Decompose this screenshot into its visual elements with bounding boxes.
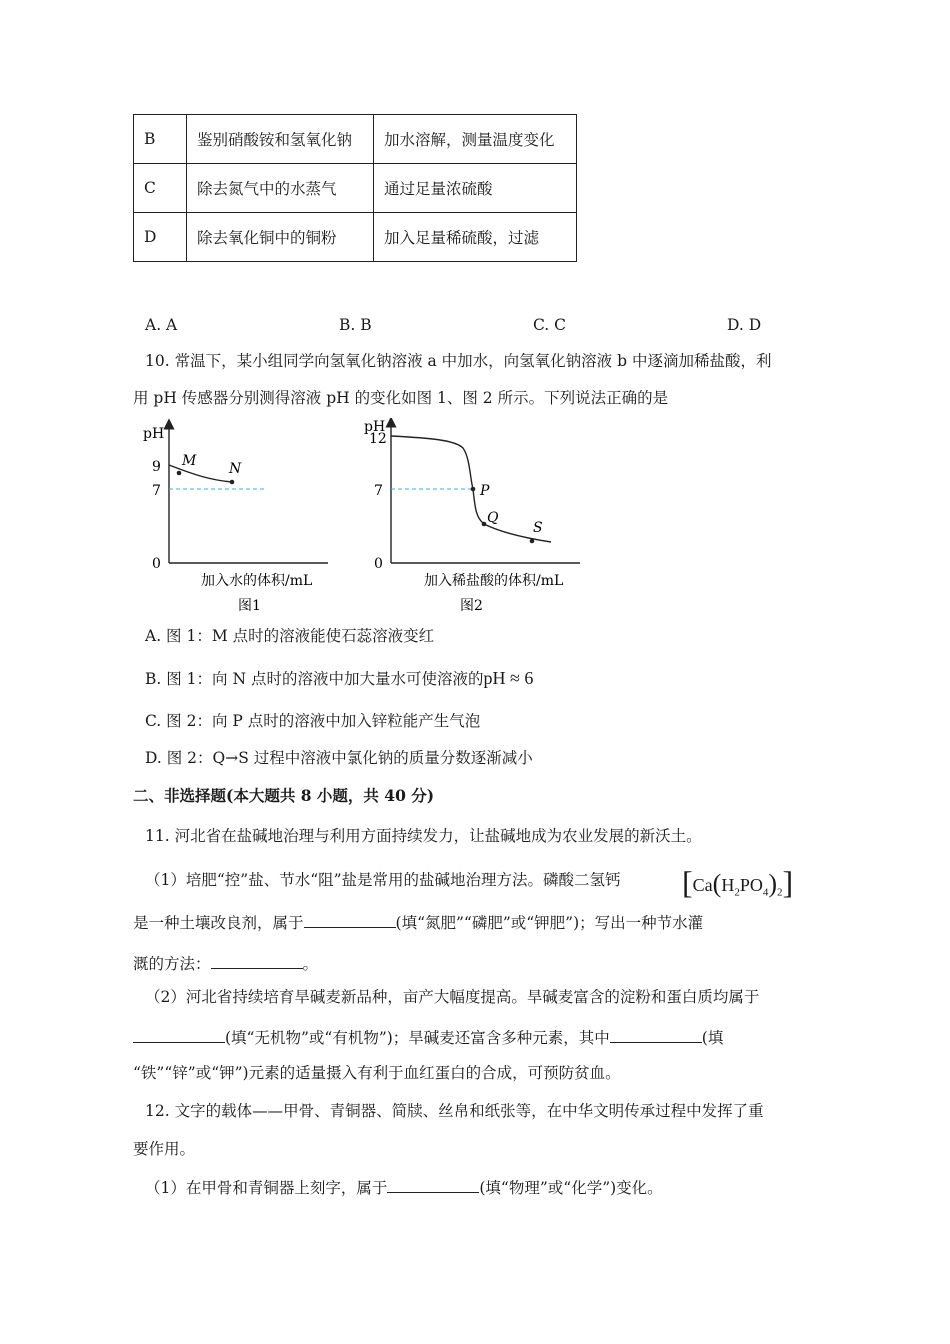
q11-part2-line2b: (填	[701, 1029, 724, 1047]
fig2-label-p: P	[480, 483, 490, 499]
table-cell-purpose: 鉴别硝酸铵和氢氧化钠	[187, 115, 374, 164]
formula-sub-2b: 2	[777, 886, 783, 899]
table-cell-purpose: 除去氮气中的水蒸气	[187, 164, 374, 213]
figure-1	[140, 418, 340, 618]
q10-option-b	[145, 668, 533, 689]
fig1-ylabel: pH	[143, 426, 165, 442]
choice-d: D. D	[727, 316, 762, 334]
answer-blank[interactable]	[133, 1026, 225, 1043]
q12-part1a: （1）在甲骨和青铜器上刻字，属于	[145, 1179, 388, 1197]
fig1-point-n	[230, 480, 235, 485]
fig2-tick-0: 0	[374, 556, 383, 572]
q11-stem: 11. 河北省在盐碱地治理与利用方面持续发力，让盐碱地成为农业发展的新沃土。	[145, 827, 702, 845]
table-cell-option: C	[134, 164, 187, 213]
fig2-caption: 图2	[460, 598, 483, 614]
q10-stem-line1: 10. 常温下，某小组同学向氢氧化钠溶液 a 中加水，向氢氧化钠溶液 b 中逐滴加稀盐酸，利	[145, 352, 772, 370]
q11-part2-line1: （2）河北省持续培育旱碱麦新品种，亩产大幅度提高。旱碱麦富含的淀粉和蛋白质均属于	[145, 988, 760, 1006]
bracket-right: ]	[782, 864, 794, 900]
fig1-point-m	[177, 471, 182, 476]
fig2-point-p	[471, 487, 476, 492]
q10-stem-line2: 用 pH 传感器分别测得溶液 pH 的变化如图 1、图 2 所示。下列说法正确的是	[133, 389, 669, 407]
fig2-label-s: S	[533, 520, 543, 536]
section-heading: 二、非选择题(本大题共 8 小题，共 40 分)	[133, 786, 435, 805]
q12-part1b: (填“物理”或“化学”)变化。	[479, 1179, 663, 1197]
fig1-tick-7: 7	[152, 483, 161, 499]
fig1-label-n: N	[229, 461, 242, 477]
fig1-tick-0: 0	[152, 556, 161, 572]
table-cell-method: 加入足量稀硫酸，过滤	[374, 213, 577, 262]
q11-part2-line3: “铁”“锌”或“钾”)元素的适量摄入有利于血红蛋白的合成，可预防贫血。	[133, 1064, 621, 1082]
formula-sub-4: 4	[762, 886, 769, 899]
options-table	[133, 114, 577, 262]
table-row	[134, 213, 577, 262]
q10-option-c: C. 图 2：向 P 点时的溶液中加入锌粒能产生气泡	[145, 712, 481, 730]
bracket-left: [	[682, 864, 693, 900]
formula-h: H	[721, 875, 735, 895]
fig2-xlabel: 加入稀盐酸的体积/mL	[424, 573, 564, 589]
fig1-label-m: M	[182, 453, 197, 469]
table-cell-option: B	[134, 115, 187, 164]
q11-part2-line2a: (填“无机物”或“有机物”)；旱碱麦还富含多种元素，其中	[225, 1029, 610, 1047]
q11-part1-text: （1）培肥“控”盐、节水“阻”盐是常用的盐碱地治理方法。磷酸二氢钙	[145, 871, 621, 889]
q11-part1-line2a: 是一种土壤改良剂，属于	[133, 914, 304, 932]
table-cell-method: 通过足量浓硫酸	[374, 164, 577, 213]
fig2-tick-7: 7	[374, 483, 383, 499]
choice-a: A. A	[145, 316, 178, 334]
q11-part1-line3	[133, 952, 318, 974]
q10-option-b-text: B. 图 1：向 N 点时的溶液中加大量水可使溶液的	[145, 670, 484, 688]
fig2-label-q: Q	[487, 510, 499, 526]
q11-part1-line3a: 溉的方法：	[133, 955, 211, 973]
formula-ca: Ca	[692, 875, 713, 895]
q10-option-d: D. 图 2：Q→S 过程中溶液中氯化钠的质量分数逐渐减小	[145, 749, 533, 767]
fig1-xlabel: 加入水的体积/mL	[201, 573, 313, 589]
q10-option-a: A. 图 1：M 点时的溶液能使石蕊溶液变红	[145, 627, 435, 645]
formula-po: PO	[739, 875, 763, 895]
answer-blank[interactable]	[211, 952, 303, 969]
q11-part1-line3b: 。	[302, 955, 319, 973]
fig2-ylabel: pH	[364, 419, 386, 435]
choice-b: B. B	[339, 316, 372, 334]
q12-stem-line2: 要作用。	[133, 1140, 196, 1158]
q11-part1-line2b: (填“氮肥”“磷肥”或“钾肥”)；写出一种节水灌	[395, 914, 704, 932]
ph-formula: pH ≈ 6	[483, 668, 534, 688]
fig2-tick-12: 12	[369, 431, 387, 447]
q11-part2-line2	[133, 1026, 723, 1048]
answer-blank[interactable]	[610, 1026, 702, 1043]
answer-blank[interactable]	[387, 1176, 479, 1193]
paren-right: )	[768, 869, 778, 898]
figure-2	[360, 418, 585, 618]
formula-sub-2: 2	[734, 886, 740, 899]
fig2-point-s	[530, 539, 535, 544]
table-row	[134, 164, 577, 213]
table-cell-option: D	[134, 213, 187, 262]
table-row	[134, 115, 577, 164]
q11-part1-line1	[145, 870, 621, 890]
formula-calcium-phosphate	[682, 862, 793, 899]
paren-left: (	[712, 869, 722, 898]
q12-stem-line1: 12. 文字的载体——甲骨、青铜器、简牍、丝帛和纸张等，在中华文明传承过程中发挥了重	[145, 1102, 764, 1120]
choice-c: C. C	[533, 316, 567, 334]
q12-part1	[145, 1176, 663, 1198]
fig1-caption: 图1	[238, 598, 261, 614]
fig2-point-q	[482, 522, 487, 527]
table-cell-method: 加水溶解，测量温度变化	[374, 115, 577, 164]
fig1-tick-9: 9	[152, 459, 161, 475]
q11-part1-line2	[133, 911, 703, 933]
table-cell-purpose: 除去氧化铜中的铜粉	[187, 213, 374, 262]
answer-blank[interactable]	[304, 911, 396, 928]
